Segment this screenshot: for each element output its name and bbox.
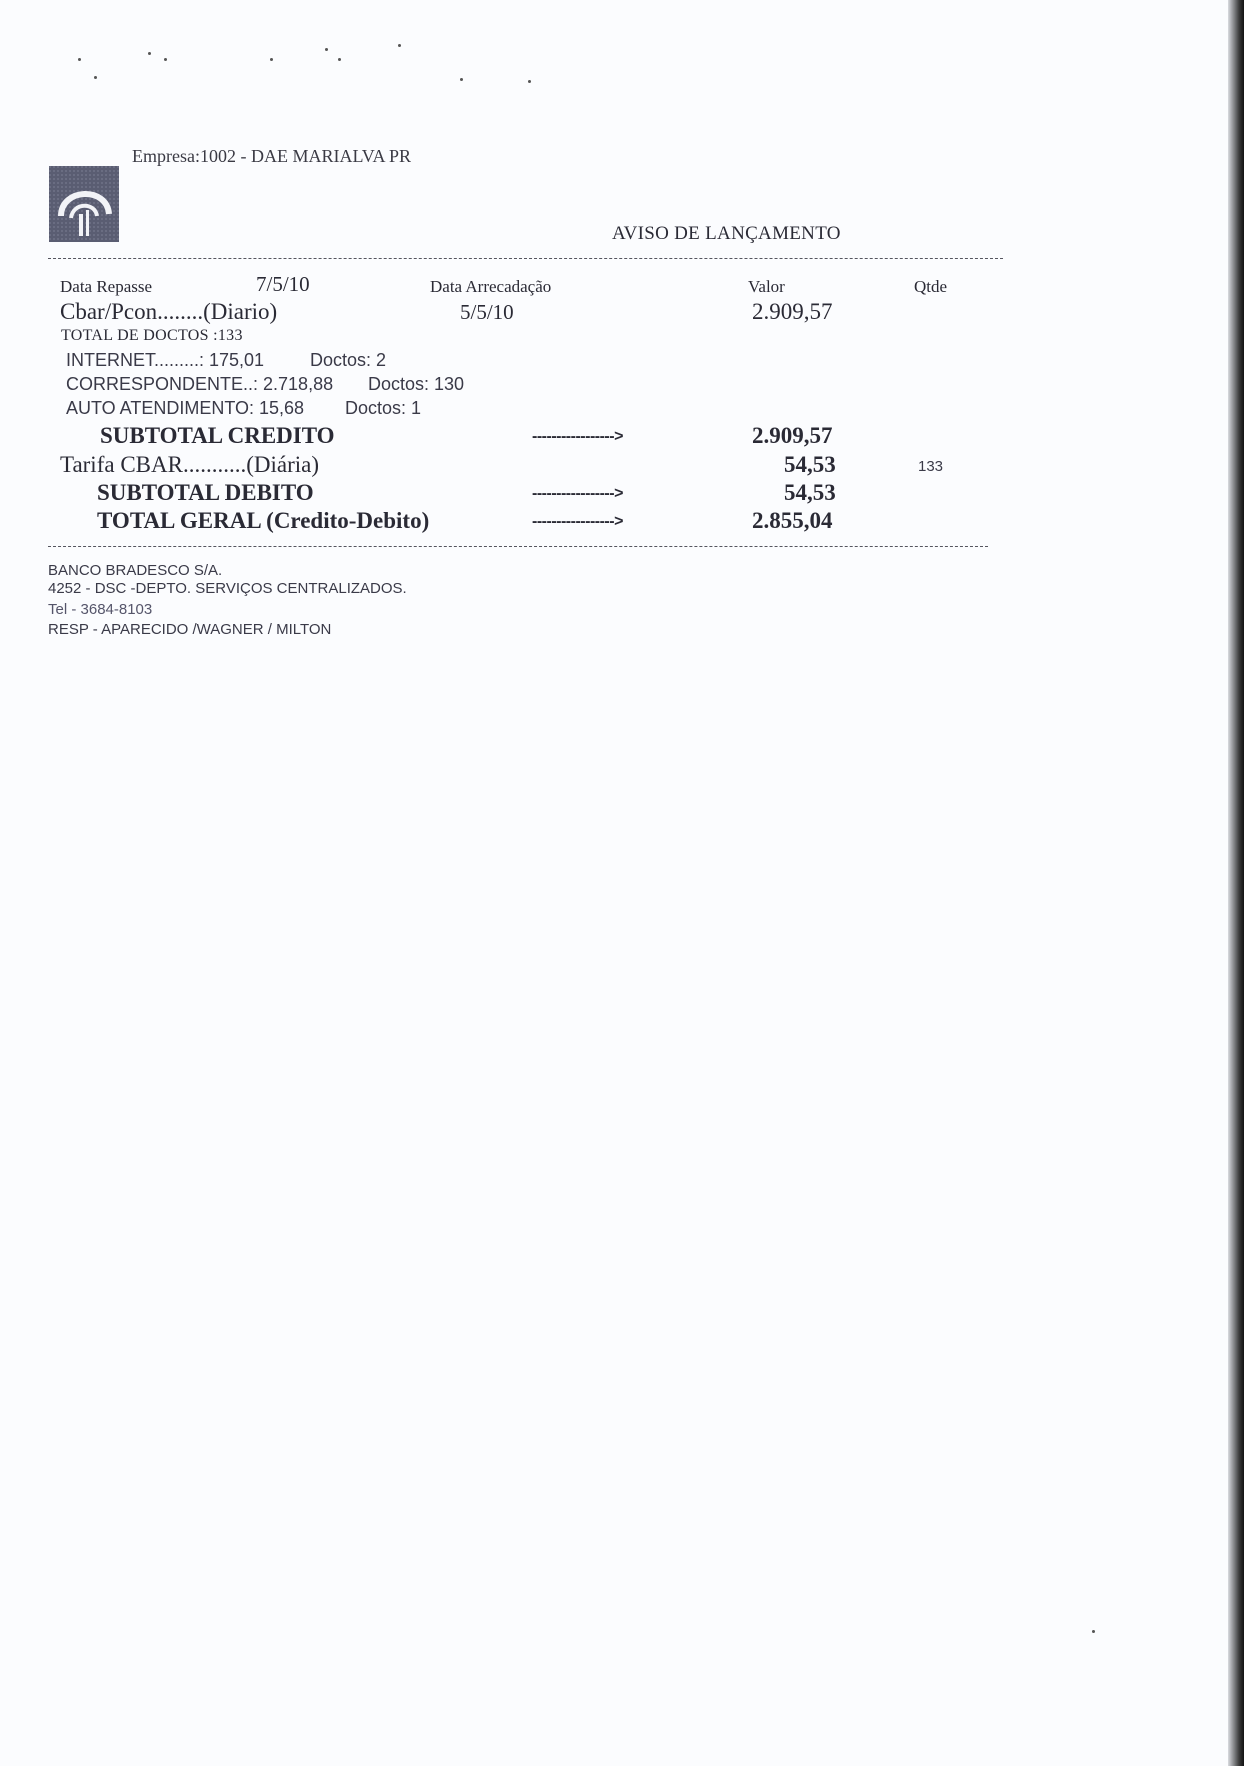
- correspondente-line: CORRESPONDENTE..: 2.718,88: [66, 374, 334, 394]
- valor-label: Valor: [748, 277, 785, 296]
- scan-speck: [164, 58, 167, 61]
- total-doctos: TOTAL DE DOCTOS :133: [61, 327, 243, 344]
- auto-atendimento-doctos: Doctos: 1: [345, 398, 422, 418]
- data-repasse-value: 7/5/10: [256, 272, 310, 296]
- telephone: Tel - 3684-8103: [48, 601, 153, 618]
- total-geral-valor: 2.855,04: [752, 508, 833, 533]
- data-repasse-label: Data Repasse: [60, 277, 153, 296]
- responsible: RESP - APARECIDO /WAGNER / MILTON: [48, 621, 332, 638]
- document-title: AVISO DE LANÇAMENTO: [612, 223, 841, 244]
- subtotal-credito-arrow: ----------------->: [532, 428, 623, 445]
- internet-line: INTERNET.........: 175,01: [66, 350, 265, 370]
- scan-speck: [460, 78, 463, 81]
- total-geral-arrow: ----------------->: [532, 513, 623, 530]
- auto-atendimento-line: AUTO ATENDIMENTO: 15,68: [66, 398, 305, 418]
- subtotal-debito-label: SUBTOTAL DEBITO: [97, 480, 314, 505]
- department: 4252 - DSC -DEPTO. SERVIÇOS CENTRALIZADOS.: [48, 580, 407, 597]
- scan-speck: [1092, 1630, 1095, 1633]
- bank-name: BANCO BRADESCO S/A.: [48, 562, 223, 579]
- scan-speck: [148, 52, 151, 55]
- company-name: Empresa:1002 - DAE MARIALVA PR: [132, 146, 412, 166]
- scan-edge-shadow: [1228, 0, 1244, 1766]
- scan-speck: [338, 58, 341, 61]
- data-arrecadacao-label: Data Arrecadação: [430, 277, 552, 296]
- data-arrecadacao-value: 5/5/10: [460, 300, 514, 324]
- top-divider: [48, 258, 1003, 259]
- total-geral-label: TOTAL GERAL (Credito-Debito): [97, 508, 430, 533]
- scan-speck: [398, 44, 401, 47]
- tarifa-label: Tarifa CBAR...........(Diária): [60, 452, 319, 477]
- subtotal-debito-arrow: ----------------->: [532, 485, 623, 502]
- cbar-valor: 2.909,57: [752, 299, 833, 324]
- qtde-label: Qtde: [914, 277, 948, 296]
- scan-speck: [528, 80, 531, 83]
- internet-doctos: Doctos: 2: [310, 350, 387, 370]
- subtotal-credito-label: SUBTOTAL CREDITO: [100, 423, 335, 448]
- scan-speck: [78, 58, 81, 61]
- bradesco-logo-icon: [49, 166, 119, 242]
- scan-speck: [325, 48, 328, 51]
- correspondente-doctos: Doctos: 130: [368, 374, 465, 394]
- scan-speck: [270, 58, 273, 61]
- tarifa-qtde: 133: [918, 458, 944, 475]
- subtotal-debito-valor: 54,53: [784, 480, 836, 505]
- bottom-divider: [48, 546, 988, 547]
- cbar-label: Cbar/Pcon........(Diario): [60, 299, 278, 324]
- subtotal-credito-valor: 2.909,57: [752, 423, 833, 448]
- tarifa-valor: 54,53: [784, 452, 836, 477]
- scan-speck: [94, 76, 97, 79]
